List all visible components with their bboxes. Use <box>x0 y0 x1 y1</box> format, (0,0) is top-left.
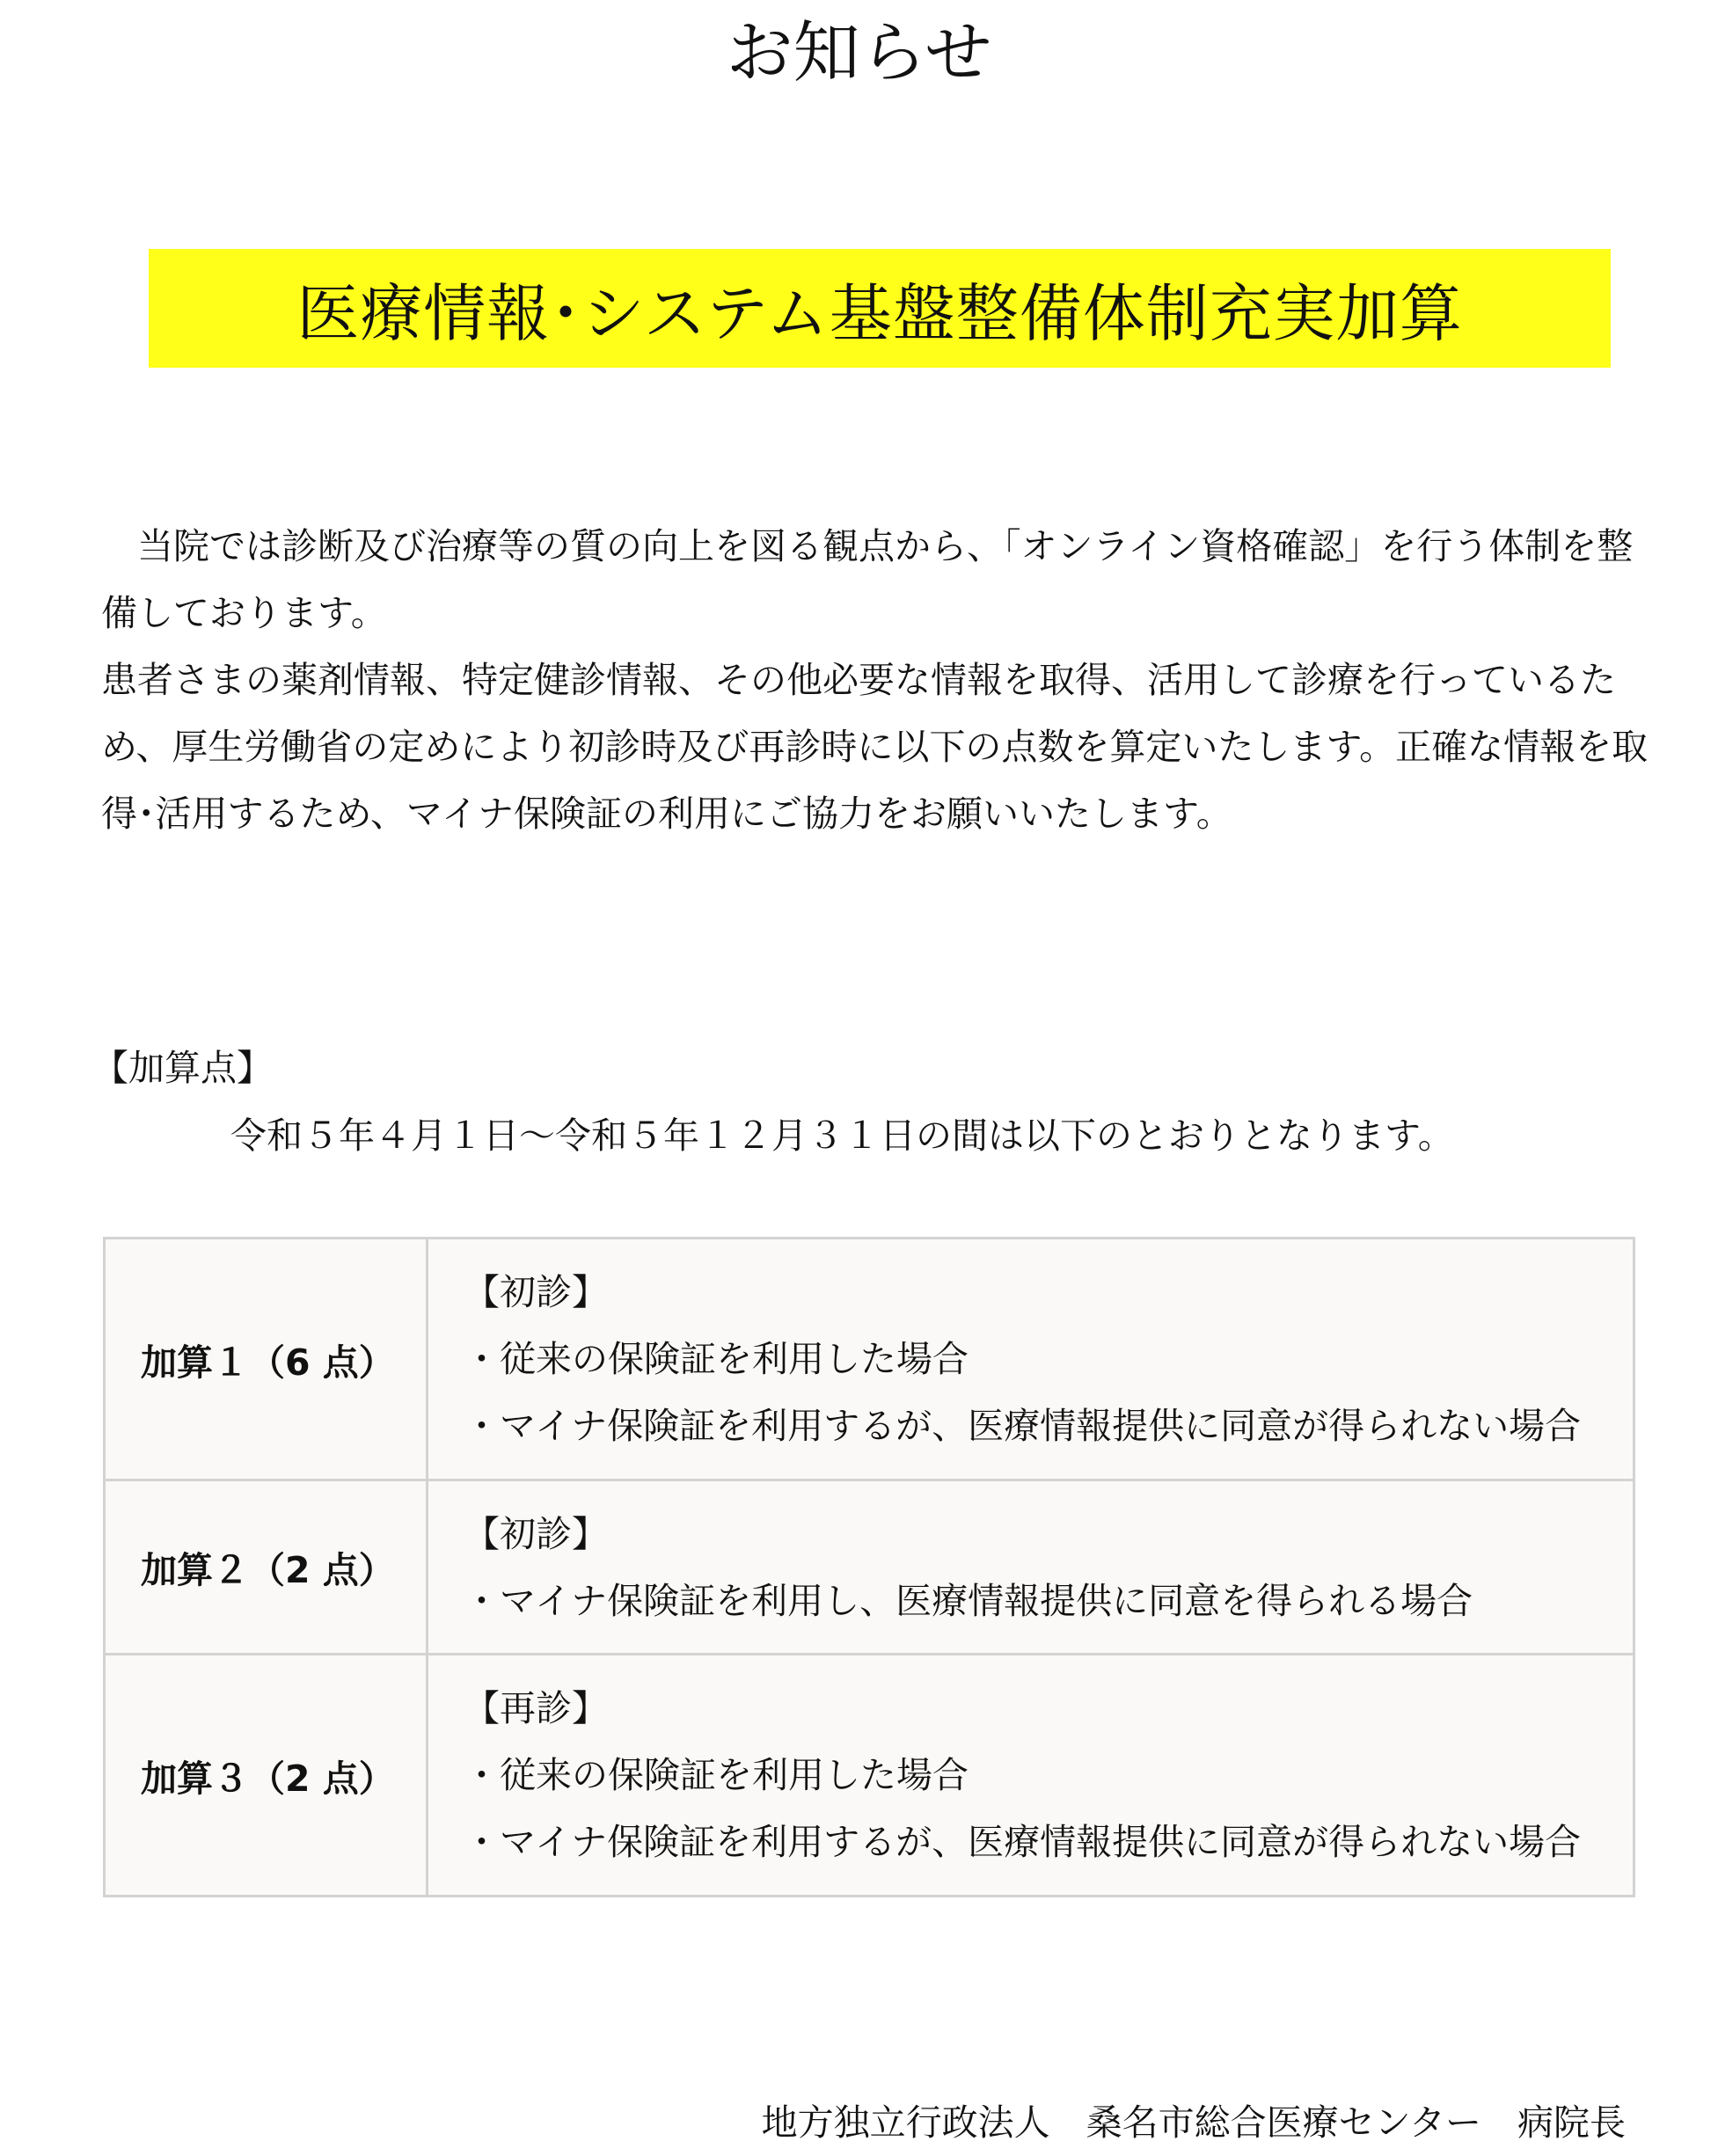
row-label: 加算１（6 点） <box>105 1239 428 1480</box>
body-paragraph: 当院では診断及び治療等の質の向上を図る観点から、「オンライン資格確認」を行う体制を整備しております。 <box>101 525 1634 634</box>
row-detail <box>428 1239 1634 1480</box>
detail-line: ・マイナ保険証を利用し、医療情報提供に同意を得られる場合 <box>464 1579 1473 1622</box>
detail-line: 【初診】 <box>464 1271 608 1313</box>
period-text: 令和５年４月１日～令和５年１２月３１日の間は以下のとおりとなります。 <box>230 1115 1454 1157</box>
table-row <box>105 1239 1634 1480</box>
body-paragraph: 患者さまの薬剤情報、特定健診情報、その他必要な情報を取得、活用して診療を行っているため、厚生労働省の定めにより初診時及び再診時に以下の点数を算定いたします。正確な情報を取得･活用するため、マイナ保険証の利用にご協力をお願いいたします。 <box>101 659 1649 835</box>
row-detail <box>428 1655 1634 1897</box>
detail-line: ・従来の保険証を利用した場合 <box>464 1754 969 1796</box>
points-table <box>103 1237 1635 1897</box>
detail-line: 【初診】 <box>464 1512 608 1555</box>
detail-line: 【再診】 <box>464 1687 608 1729</box>
issuer-signature: 地方独立行政法人 桑名市総合医療センター 病院長 <box>761 2101 1626 2144</box>
detail-line: ・マイナ保険証を利用するが、医療情報提供に同意が得られない場合 <box>464 1821 1582 1863</box>
body-text <box>101 513 1660 847</box>
headline-highlight <box>149 249 1611 368</box>
table-row <box>105 1480 1634 1655</box>
notice-title: お知らせ <box>726 13 992 91</box>
row-label: 加算２（2 点） <box>105 1480 428 1655</box>
points-section-label: 【加算点】 <box>92 1047 273 1089</box>
headline: 医療情報･システム基盤整備体制充実加算 <box>296 276 1463 350</box>
table-row <box>105 1655 1634 1897</box>
detail-line: ・従来の保険証を利用した場合 <box>464 1338 969 1380</box>
detail-line: ・マイナ保険証を利用するが、医療情報提供に同意が得られない場合 <box>464 1405 1582 1447</box>
row-label: 加算３（2 点） <box>105 1655 428 1897</box>
row-detail <box>428 1480 1634 1655</box>
